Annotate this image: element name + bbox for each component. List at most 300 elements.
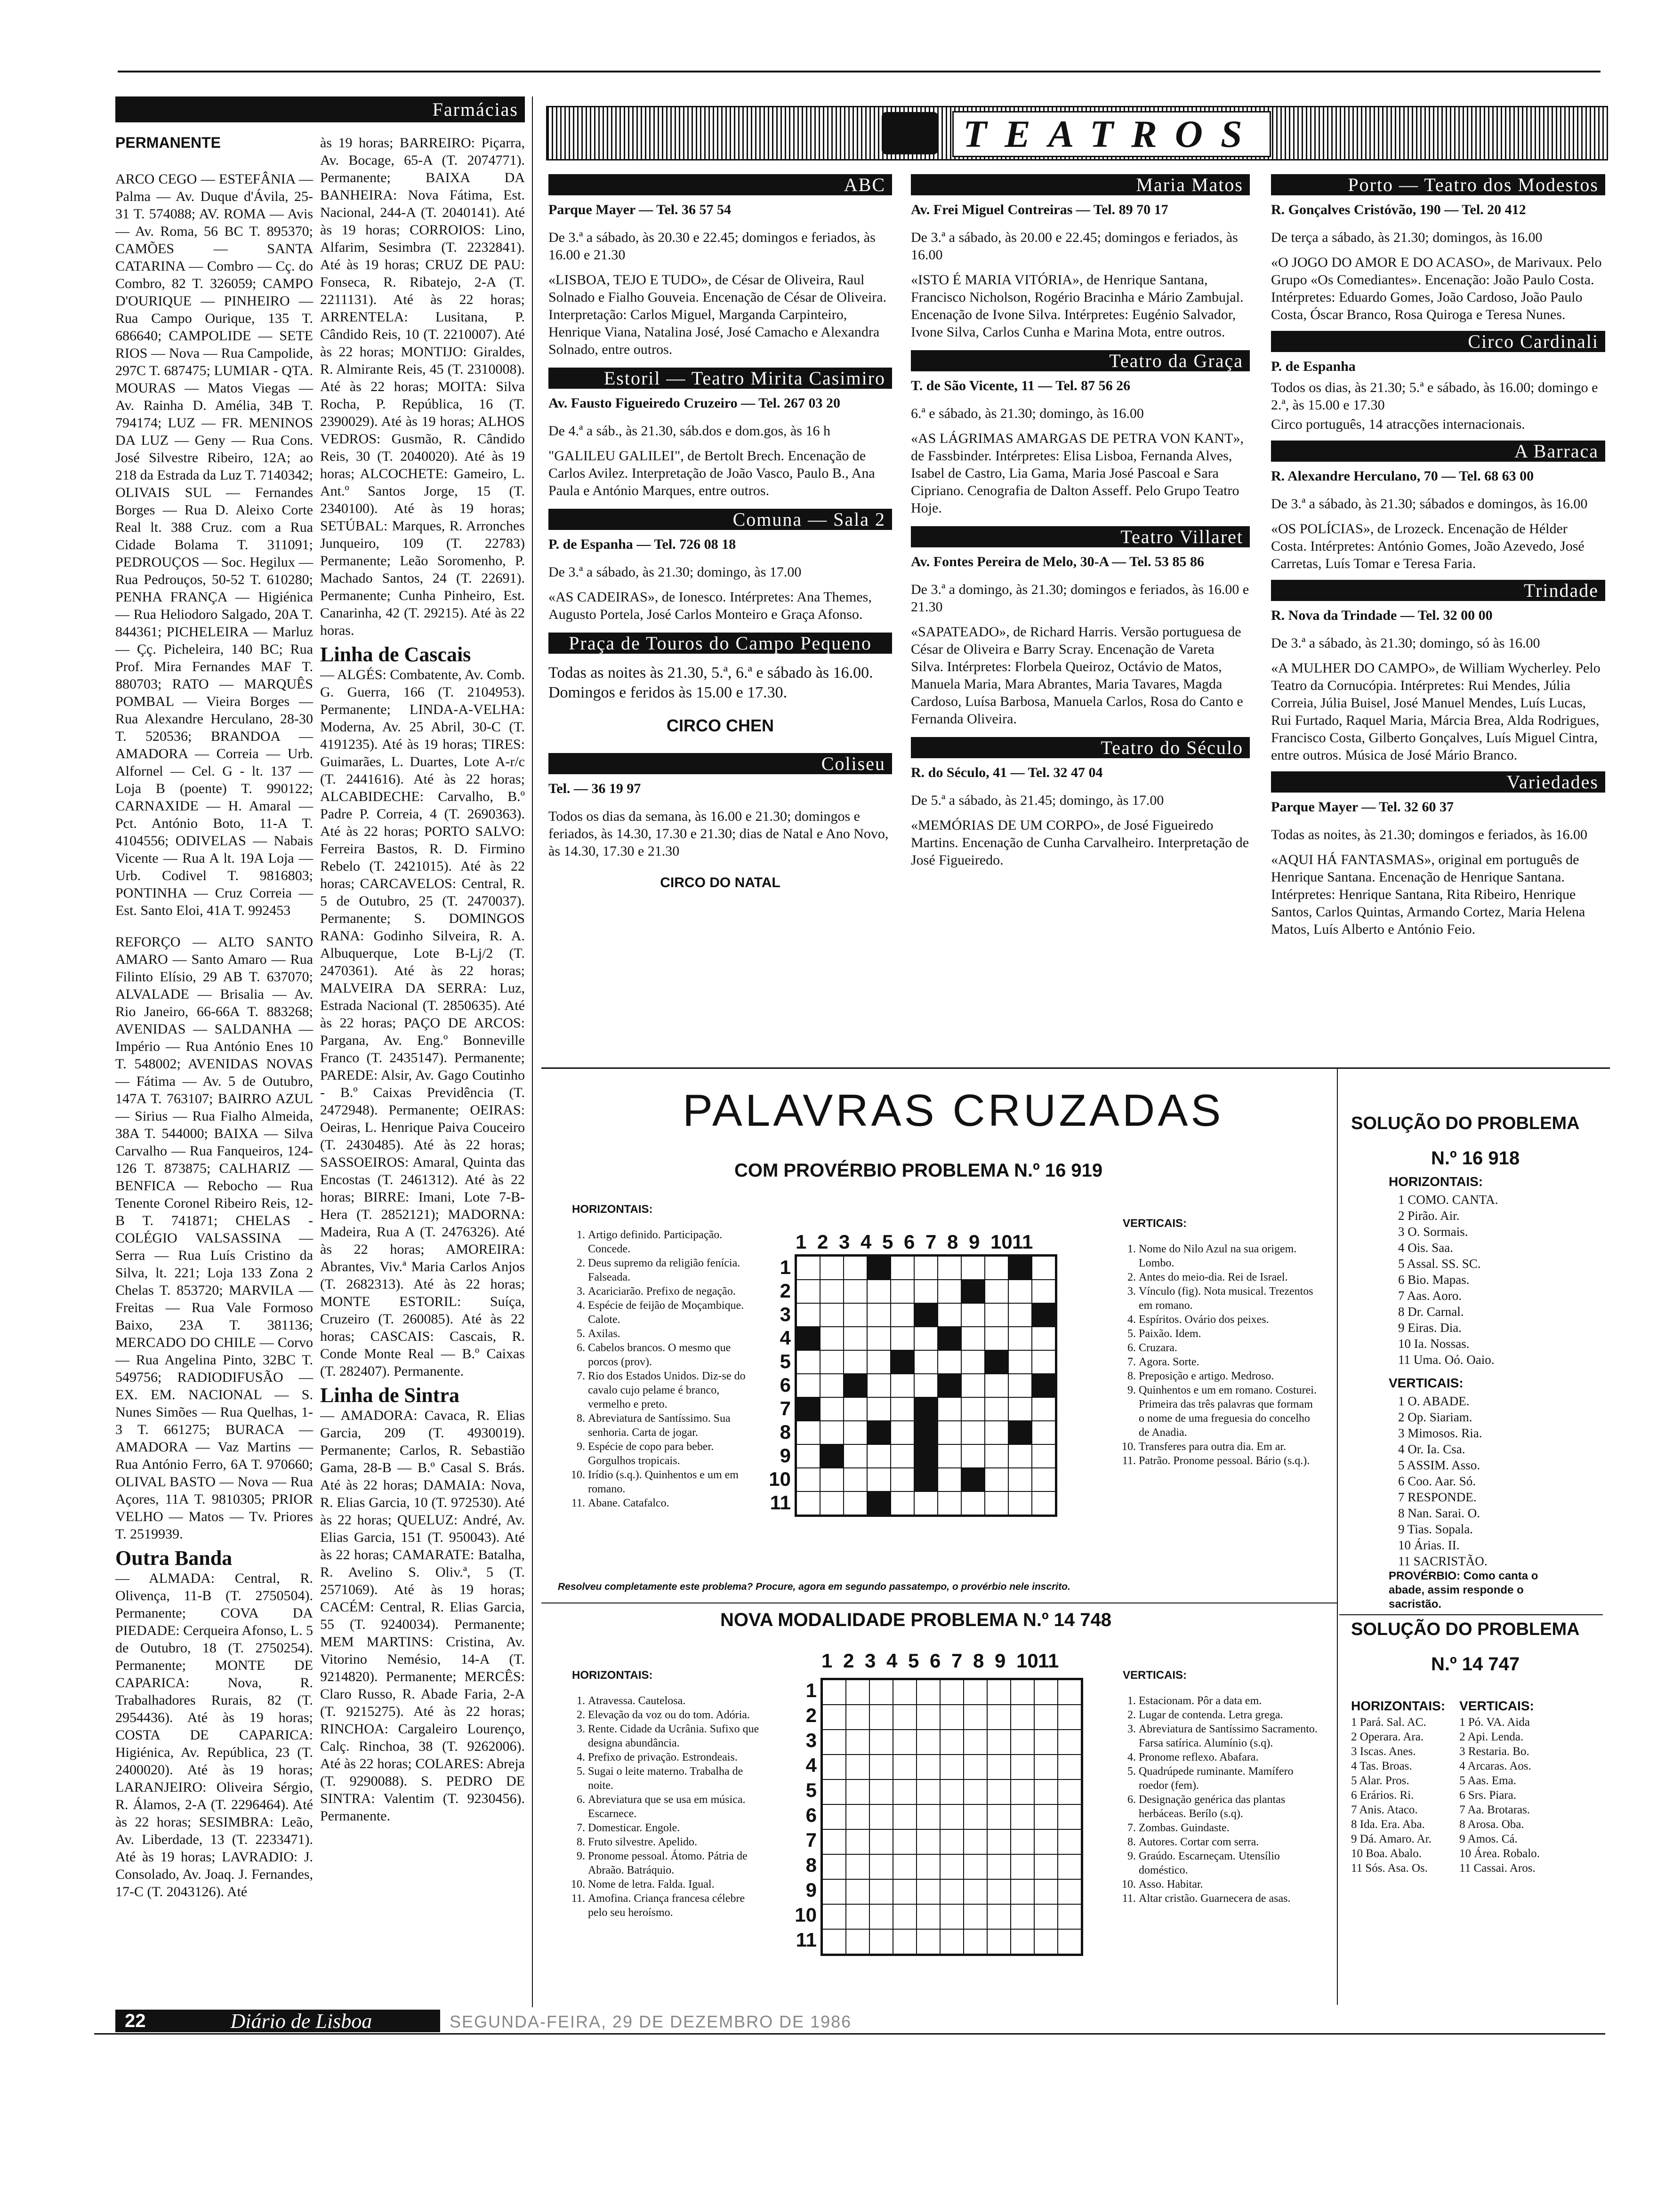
grid-cell[interactable] <box>1034 1904 1058 1929</box>
grid-cell[interactable] <box>914 1491 938 1515</box>
grid-cell[interactable] <box>917 1904 940 1929</box>
grid-cell[interactable] <box>987 1755 1011 1779</box>
grid-cell[interactable] <box>985 1397 1008 1421</box>
grid-cell[interactable] <box>1032 1397 1055 1421</box>
grid-cell[interactable] <box>822 1929 846 1954</box>
grid-cell[interactable] <box>938 1374 961 1397</box>
grid-cell[interactable] <box>846 1904 869 1929</box>
clue-vertical: 6. Designação genérica das plantas herbáceas. Berílo (s.q). <box>1139 1793 1320 1821</box>
grid-cell[interactable] <box>893 1680 917 1705</box>
grid-cell[interactable] <box>961 1491 985 1515</box>
grid-cell[interactable] <box>985 1491 1008 1515</box>
grid-cell[interactable] <box>1011 1730 1034 1755</box>
grid-cell[interactable] <box>961 1374 985 1397</box>
grid-cell[interactable] <box>893 1755 917 1779</box>
grid-cell[interactable] <box>1008 1280 1032 1303</box>
grid-cell[interactable] <box>796 1350 820 1374</box>
grid-cell[interactable] <box>796 1303 820 1327</box>
grid-cell[interactable] <box>1008 1421 1032 1444</box>
grid-cell[interactable] <box>1034 1854 1058 1879</box>
grid-cell[interactable] <box>867 1280 891 1303</box>
grid-cell[interactable] <box>822 1705 846 1730</box>
grid-cell[interactable] <box>846 1705 869 1730</box>
grid-cell[interactable] <box>822 1755 846 1779</box>
grid-cell[interactable] <box>914 1421 938 1444</box>
grid-cell[interactable] <box>893 1829 917 1854</box>
grid-cell[interactable] <box>1058 1904 1081 1929</box>
grid-cell[interactable] <box>1008 1327 1032 1350</box>
problem-1-title: COM PROVÉRBIO PROBLEMA N.º 16 919 <box>734 1160 1103 1181</box>
grid-cell[interactable] <box>1034 1879 1058 1904</box>
grid-cell[interactable] <box>914 1256 938 1280</box>
solution-line: 3 Restaria. Bo. <box>1459 1745 1529 1758</box>
grid-cell[interactable] <box>964 1879 987 1904</box>
grid-cell[interactable] <box>987 1804 1011 1829</box>
grid-cell[interactable] <box>985 1350 1008 1374</box>
grid-cell[interactable] <box>1058 1879 1081 1904</box>
grid-cell[interactable] <box>891 1256 914 1280</box>
estoril-times: De 4.ª a sáb., às 21.30, sáb.dos e dom.gos, às 16 h <box>548 423 831 439</box>
grid-cell[interactable] <box>867 1444 891 1468</box>
clue-horizontal: 2. Deus supremo da religião fenícia. Falseada. <box>588 1256 760 1284</box>
grid-cell[interactable] <box>846 1730 869 1755</box>
grid-cell[interactable] <box>846 1879 869 1904</box>
grid-cell[interactable] <box>987 1779 1011 1804</box>
grid-cell[interactable] <box>985 1280 1008 1303</box>
clue-vertical: 4. Espíritos. Ovário dos peixes. <box>1139 1313 1320 1327</box>
grid-cell[interactable] <box>820 1256 844 1280</box>
grid-cell[interactable] <box>891 1421 914 1444</box>
grid-cell[interactable] <box>844 1397 867 1421</box>
grid-cell[interactable] <box>822 1680 846 1705</box>
grid-cell[interactable] <box>844 1303 867 1327</box>
grid-col-num: 10 <box>990 1231 1013 1253</box>
crossword-grid-2[interactable] <box>820 1678 1083 1956</box>
grid-cell[interactable] <box>820 1421 844 1444</box>
solution-line: 6 Erários. Ri. <box>1351 1789 1414 1802</box>
solution-line: 1 COMO. CANTA. <box>1398 1193 1498 1207</box>
grid-cell[interactable] <box>869 1755 893 1779</box>
grid-cell[interactable] <box>961 1280 985 1303</box>
grid-cell[interactable] <box>869 1879 893 1904</box>
grid-cell[interactable] <box>820 1374 844 1397</box>
solution-line: 7 RESPONDE. <box>1398 1490 1477 1504</box>
grid-cell[interactable] <box>917 1829 940 1854</box>
grid-cell[interactable] <box>938 1303 961 1327</box>
abc-address: Parque Mayer — Tel. 36 57 54 <box>548 202 732 217</box>
grid-cell[interactable] <box>938 1397 961 1421</box>
grid-cell[interactable] <box>844 1256 867 1280</box>
grid-cell[interactable] <box>893 1730 917 1755</box>
maria-matos-times: De 3.ª a sábado, às 20.00 e 22.45; domingos e feriados, às 16.00 <box>911 230 1238 263</box>
grid-cell[interactable] <box>846 1854 869 1879</box>
grid-cell[interactable] <box>938 1421 961 1444</box>
grid-cell[interactable] <box>940 1680 964 1705</box>
grid-cell[interactable] <box>985 1444 1008 1468</box>
grid-cell[interactable] <box>940 1829 964 1854</box>
grid-cell[interactable] <box>1011 1854 1034 1879</box>
porto-times: De terça a sábado, às 21.30; domingos, às 16.00 <box>1271 230 1543 245</box>
grid-cell[interactable] <box>1034 1804 1058 1829</box>
solucao-2-title: SOLUÇÃO DO PROBLEMA <box>1351 1619 1580 1639</box>
grid-cell[interactable] <box>917 1755 940 1779</box>
grid-cell[interactable] <box>820 1397 844 1421</box>
grid-cell[interactable] <box>1011 1879 1034 1904</box>
solution-line: 1 Pó. VA. Aida <box>1459 1716 1530 1729</box>
grid-cell[interactable] <box>891 1491 914 1515</box>
grid-cell[interactable] <box>796 1374 820 1397</box>
grid-cell[interactable] <box>867 1491 891 1515</box>
solution-line: 5 Assal. SS. SC. <box>1398 1257 1481 1271</box>
grid-cell[interactable] <box>1058 1730 1081 1755</box>
grid-cell[interactable] <box>961 1303 985 1327</box>
grid-cell[interactable] <box>917 1929 940 1954</box>
grid-row-num: 7 <box>780 1397 791 1419</box>
grid-cell[interactable] <box>796 1397 820 1421</box>
grid-cell[interactable] <box>938 1491 961 1515</box>
grid-cell[interactable] <box>796 1280 820 1303</box>
grid-cell[interactable] <box>938 1327 961 1350</box>
grid-cell[interactable] <box>846 1779 869 1804</box>
grid-cell[interactable] <box>917 1730 940 1755</box>
clue-vertical: 11. Patrão. Pronome pessoal. Bário (s.q.). <box>1139 1454 1320 1468</box>
grid-cell[interactable] <box>985 1468 1008 1491</box>
grid-cell[interactable] <box>985 1327 1008 1350</box>
grid-cell[interactable] <box>964 1804 987 1829</box>
grid-cell[interactable] <box>938 1468 961 1491</box>
grid-cell[interactable] <box>917 1804 940 1829</box>
teatros-title: TEATROS <box>952 111 1271 157</box>
grid-cell[interactable] <box>846 1929 869 1954</box>
grid-cell[interactable] <box>964 1779 987 1804</box>
clue-vertical: 6. Cruzara. <box>1139 1341 1320 1355</box>
grid-cell[interactable] <box>867 1468 891 1491</box>
grid-cell[interactable] <box>1058 1779 1081 1804</box>
trindade-description: «A MULHER DO CAMPO», de William Wycherley. Pelo Teatro da Cornucópia. Intérpretes: Rui Mendes, Júlia Correia, Júlia Buisel, José Manuel Mendes, Luís Lucas, Rui Furtado, Raquel Maria, Márcia Brea, Alda Rodrigues, Francisco Costa, Gilberto Gonçalves, Luís Miguel Cintra, entre outros. Música de José Mário Branco. <box>1271 660 1601 763</box>
barraca-description: «OS POLÍCIAS», de Lrozeck. Encenação de Hélder Costa. Intérpretes: António Gomes, João Azevedo, José Carretas, Luís Tomar e Teresa Faria. <box>1271 521 1585 571</box>
grid-cell[interactable] <box>1008 1303 1032 1327</box>
grid-cell[interactable] <box>820 1303 844 1327</box>
grid-cell[interactable] <box>964 1929 987 1954</box>
grid-cell[interactable] <box>917 1705 940 1730</box>
grid-cell[interactable] <box>914 1303 938 1327</box>
grid-col-num: 7 <box>951 1650 963 1672</box>
grid-cell[interactable] <box>869 1854 893 1879</box>
grid-cell[interactable] <box>938 1256 961 1280</box>
grid-cell[interactable] <box>844 1280 867 1303</box>
clue-horizontal: 3. Rente. Cidade da Ucrânia. Sufixo que designa abundância. <box>588 1722 760 1750</box>
grid-cell[interactable] <box>796 1444 820 1468</box>
grid-row-num: 10 <box>769 1468 791 1490</box>
grid-cell[interactable] <box>820 1327 844 1350</box>
grid-cell[interactable] <box>1008 1468 1032 1491</box>
grid-cell[interactable] <box>940 1755 964 1779</box>
grid-row-num: 10 <box>795 1904 817 1926</box>
verticais-2 <box>1123 1668 1320 1906</box>
grid-col-num: 7 <box>925 1231 937 1253</box>
grid-cell[interactable] <box>987 1929 1011 1954</box>
grid-cell[interactable] <box>893 1904 917 1929</box>
solucao-2-h-label: HORIZONTAIS: <box>1351 1699 1446 1713</box>
sintra-list: — AMADORA: Cavaca, R. Elias Garcia, 209 (T. 4930019). Permanente; Carlos, R. Sebastião Gama, 28-B — B.º Casal S. Brás. Até às 22 horas; DAMAIA: Nova, R. Elias Garcia, 10 (T. 972530). Até às 22 horas; QUELUZ: André, Av. Elias Garcia, 151 (T. 950043). Até às 22 horas; CAMARATE: Batalha, R. Avelino S. Oliv.ª, 5 (T. 2571069). Até às 19 horas; CACÉM: Central, R. Elias Garcia, 55 (T. 9240034). Permanente; MEM MARTINS: Cristina, Av. Vitorino Nemésio, 14-A (T. 9214820). Permanente; MERCÊS: Claro Russo, R. Abade Faria, 2-A (T. 9215275). Até às 22 horas; RINCHOA: Cargaleiro Lourenço, Calç. Rinchoa, 38 (T. 9262006). Até às 22 horas; COLARES: Abreja (T. 9290088). S. PEDRO DE SINTRA: Valentim (T. 9230456). Permanente. <box>320 1408 525 1824</box>
horizontais-2 <box>572 1668 760 1920</box>
barraca-address: R. Alexandre Herculano, 70 — Tel. 68 63 00 <box>1271 468 1534 484</box>
grid-cell[interactable] <box>1008 1444 1032 1468</box>
grid-cell[interactable] <box>914 1350 938 1374</box>
grid-cell[interactable] <box>940 1879 964 1904</box>
grid-cell[interactable] <box>1032 1350 1055 1374</box>
grid-cell[interactable] <box>891 1374 914 1397</box>
grid-cell[interactable] <box>867 1421 891 1444</box>
grid-cell[interactable] <box>1011 1929 1034 1954</box>
grid-cell[interactable] <box>961 1256 985 1280</box>
solution-line: 6 Srs. Piara. <box>1459 1789 1516 1802</box>
crossword-grid-1[interactable] <box>795 1254 1057 1517</box>
grid-cell[interactable] <box>796 1421 820 1444</box>
grid-cell[interactable] <box>938 1444 961 1468</box>
grid-cell[interactable] <box>1032 1374 1055 1397</box>
grid-cell[interactable] <box>846 1804 869 1829</box>
solution-line: 7 Anis. Ataco. <box>1351 1803 1418 1816</box>
grid-cell[interactable] <box>822 1829 846 1854</box>
grid-cell[interactable] <box>1058 1929 1081 1954</box>
grid-cell[interactable] <box>846 1680 869 1705</box>
grid-cell[interactable] <box>869 1680 893 1705</box>
grid-cell[interactable] <box>1032 1491 1055 1515</box>
grid-cell[interactable] <box>893 1779 917 1804</box>
grid-cell[interactable] <box>940 1804 964 1829</box>
grid-cell[interactable] <box>822 1904 846 1929</box>
grid-cell[interactable] <box>867 1374 891 1397</box>
cascais-heading: Linha de Cascais <box>320 643 471 666</box>
grid-cell[interactable] <box>1034 1829 1058 1854</box>
grid-cell[interactable] <box>869 1804 893 1829</box>
grid-cell[interactable] <box>1011 1680 1034 1705</box>
grid-cell[interactable] <box>844 1374 867 1397</box>
grid-cell[interactable] <box>869 1904 893 1929</box>
grid-cell[interactable] <box>964 1755 987 1779</box>
grid-cell[interactable] <box>796 1491 820 1515</box>
grid-cell[interactable] <box>1032 1444 1055 1468</box>
grid-cell[interactable] <box>867 1397 891 1421</box>
clue-horizontal: 6. Cabelos brancos. O mesmo que porcos (prov). <box>588 1341 760 1369</box>
coliseu-show: CIRCO DO NATAL <box>660 875 780 890</box>
grid-cell[interactable] <box>867 1350 891 1374</box>
grid-cell[interactable] <box>917 1879 940 1904</box>
grid-cell[interactable] <box>987 1854 1011 1879</box>
grid-cell[interactable] <box>820 1280 844 1303</box>
solution-line: 11 SACRISTÃO. <box>1398 1554 1488 1568</box>
grid-cell[interactable] <box>1034 1730 1058 1755</box>
grid-cell[interactable] <box>796 1468 820 1491</box>
grid-cell[interactable] <box>869 1929 893 1954</box>
grid-cell[interactable] <box>961 1327 985 1350</box>
grid-cell[interactable] <box>1011 1779 1034 1804</box>
grid-row-num: 1 <box>805 1679 817 1701</box>
grid-cell[interactable] <box>987 1829 1011 1854</box>
grid-cell[interactable] <box>1011 1904 1034 1929</box>
grid-cell[interactable] <box>961 1397 985 1421</box>
grid-cell[interactable] <box>1032 1303 1055 1327</box>
grid-cell[interactable] <box>940 1904 964 1929</box>
grid-cell[interactable] <box>914 1280 938 1303</box>
grid-cell[interactable] <box>891 1444 914 1468</box>
grid-cell[interactable] <box>987 1879 1011 1904</box>
grid-cell[interactable] <box>1032 1468 1055 1491</box>
grid-cell[interactable] <box>1032 1327 1055 1350</box>
grid-cell[interactable] <box>940 1929 964 1954</box>
grid-cell[interactable] <box>846 1755 869 1779</box>
solution-line: 5 Alar. Pros. <box>1351 1774 1409 1787</box>
solution-line: 1 Pará. Sal. AC. <box>1351 1716 1426 1729</box>
grid-cell[interactable] <box>987 1730 1011 1755</box>
grid-cell[interactable] <box>891 1303 914 1327</box>
solucao-2-v-label: VERTICAIS: <box>1459 1699 1534 1713</box>
grid-cell[interactable] <box>917 1779 940 1804</box>
grid-cell[interactable] <box>1034 1755 1058 1779</box>
grid-cell[interactable] <box>1011 1755 1034 1779</box>
grid-cell[interactable] <box>1058 1854 1081 1879</box>
grid-cell[interactable] <box>869 1779 893 1804</box>
grid-cell[interactable] <box>1011 1705 1034 1730</box>
grid-cell[interactable] <box>964 1705 987 1730</box>
grid-cell[interactable] <box>917 1680 940 1705</box>
problem-2-title: NOVA MODALIDADE PROBLEMA N.º 14 748 <box>720 1610 1112 1630</box>
grid-cell[interactable] <box>961 1350 985 1374</box>
grid-cell[interactable] <box>940 1854 964 1879</box>
grid-cell[interactable] <box>893 1879 917 1904</box>
grid-cell[interactable] <box>1008 1374 1032 1397</box>
grid-cell[interactable] <box>1008 1397 1032 1421</box>
grid-cell[interactable] <box>1008 1350 1032 1374</box>
teatros-logo-icon <box>882 112 938 154</box>
grid-cell[interactable] <box>820 1444 844 1468</box>
grid-cell[interactable] <box>964 1854 987 1879</box>
grid-cell[interactable] <box>1032 1421 1055 1444</box>
grid-cell[interactable] <box>964 1730 987 1755</box>
graca-times: 6.ª e sábado, às 21.30; domingo, às 16.00 <box>911 406 1144 421</box>
grid-cell[interactable] <box>822 1730 846 1755</box>
grid-cell[interactable] <box>964 1829 987 1854</box>
grid-cell[interactable] <box>1058 1705 1081 1730</box>
grid-cell[interactable] <box>867 1327 891 1350</box>
grid-cell[interactable] <box>914 1468 938 1491</box>
newspaper-name: Diário de Lisboa <box>230 2009 372 2033</box>
grid-cell[interactable] <box>893 1804 917 1829</box>
grid-cell[interactable] <box>869 1730 893 1755</box>
grid-cell[interactable] <box>914 1444 938 1468</box>
grid-cell[interactable] <box>822 1779 846 1804</box>
grid-cell[interactable] <box>1008 1491 1032 1515</box>
grid-cell[interactable] <box>961 1444 985 1468</box>
grid-cell[interactable] <box>987 1705 1011 1730</box>
grid-cell[interactable] <box>844 1421 867 1444</box>
grid-col-num: 11 <box>1038 1650 1059 1672</box>
grid-cell[interactable] <box>961 1468 985 1491</box>
grid-cell[interactable] <box>893 1705 917 1730</box>
grid-cell[interactable] <box>987 1680 1011 1705</box>
solution-line: 10 Boa. Abalo. <box>1351 1847 1422 1860</box>
grid-cell[interactable] <box>796 1256 820 1280</box>
grid-row-num: 9 <box>780 1444 791 1467</box>
grid-cell[interactable] <box>891 1280 914 1303</box>
grid-cell[interactable] <box>985 1256 1008 1280</box>
grid-cell[interactable] <box>822 1854 846 1879</box>
grid-cell[interactable] <box>820 1468 844 1491</box>
grid-cell[interactable] <box>891 1327 914 1350</box>
grid-cell[interactable] <box>844 1350 867 1374</box>
grid-cell[interactable] <box>1058 1680 1081 1705</box>
grid-cell[interactable] <box>1034 1705 1058 1730</box>
column-divider <box>532 96 533 2007</box>
grid-cell[interactable] <box>938 1280 961 1303</box>
grid-cell[interactable] <box>893 1854 917 1879</box>
grid-cell[interactable] <box>964 1680 987 1705</box>
grid-cell[interactable] <box>822 1804 846 1829</box>
grid-cell[interactable] <box>844 1468 867 1491</box>
grid-cell[interactable] <box>867 1256 891 1280</box>
grid-cell[interactable] <box>914 1397 938 1421</box>
grid-cell[interactable] <box>940 1730 964 1755</box>
villaret-address: Av. Fontes Pereira de Melo, 30-A — Tel. 53 85 86 <box>911 554 1204 569</box>
grid-cell[interactable] <box>891 1350 914 1374</box>
grid-cell[interactable] <box>1032 1280 1055 1303</box>
grid-cell[interactable] <box>940 1705 964 1730</box>
grid-cell[interactable] <box>820 1350 844 1374</box>
grid-cell[interactable] <box>822 1879 846 1904</box>
grid-col-num: 6 <box>930 1650 941 1672</box>
grid-cell[interactable] <box>820 1491 844 1515</box>
grid-cell[interactable] <box>1034 1680 1058 1705</box>
grid-cell[interactable] <box>844 1327 867 1350</box>
grid-cell[interactable] <box>917 1854 940 1879</box>
grid-cell[interactable] <box>1058 1755 1081 1779</box>
grid-cell[interactable] <box>987 1904 1011 1929</box>
grid-cell[interactable] <box>867 1303 891 1327</box>
grid-cell[interactable] <box>796 1327 820 1350</box>
grid-cell[interactable] <box>844 1444 867 1468</box>
grid-cell[interactable] <box>891 1397 914 1421</box>
grid-cell[interactable] <box>914 1374 938 1397</box>
clue-horizontal: 7. Rio dos Estados Unidos. Diz-se do cavalo cujo pelame é branco, vermelho e preto. <box>588 1369 760 1411</box>
grid-cell[interactable] <box>914 1327 938 1350</box>
grid-cell[interactable] <box>1011 1829 1034 1854</box>
grid-cell[interactable] <box>1011 1804 1034 1829</box>
grid-cell[interactable] <box>846 1829 869 1854</box>
grid-cell[interactable] <box>1034 1779 1058 1804</box>
grid-cell[interactable] <box>893 1929 917 1954</box>
grid-cell[interactable] <box>940 1779 964 1804</box>
solution-line: 5 ASSIM. Asso. <box>1398 1458 1480 1472</box>
grid-cell[interactable] <box>1034 1929 1058 1954</box>
grid-cell[interactable] <box>1032 1256 1055 1280</box>
grid-cell[interactable] <box>961 1421 985 1444</box>
grid-cell[interactable] <box>985 1303 1008 1327</box>
grid-cell[interactable] <box>1008 1256 1032 1280</box>
grid-cell[interactable] <box>869 1705 893 1730</box>
grid-cell[interactable] <box>844 1491 867 1515</box>
grid-cell[interactable] <box>869 1829 893 1854</box>
grid-cell[interactable] <box>938 1350 961 1374</box>
barraca-times: De 3.ª a sábado, às 21.30; sábados e domingos, às 16.00 <box>1271 496 1588 512</box>
grid-cell[interactable] <box>1058 1829 1081 1854</box>
grid-cell[interactable] <box>891 1468 914 1491</box>
grid-cell[interactable] <box>985 1421 1008 1444</box>
grid-col-num: 6 <box>904 1231 915 1253</box>
grid-cell[interactable] <box>1058 1804 1081 1829</box>
grid-cell[interactable] <box>964 1904 987 1929</box>
grid-cell[interactable] <box>985 1374 1008 1397</box>
